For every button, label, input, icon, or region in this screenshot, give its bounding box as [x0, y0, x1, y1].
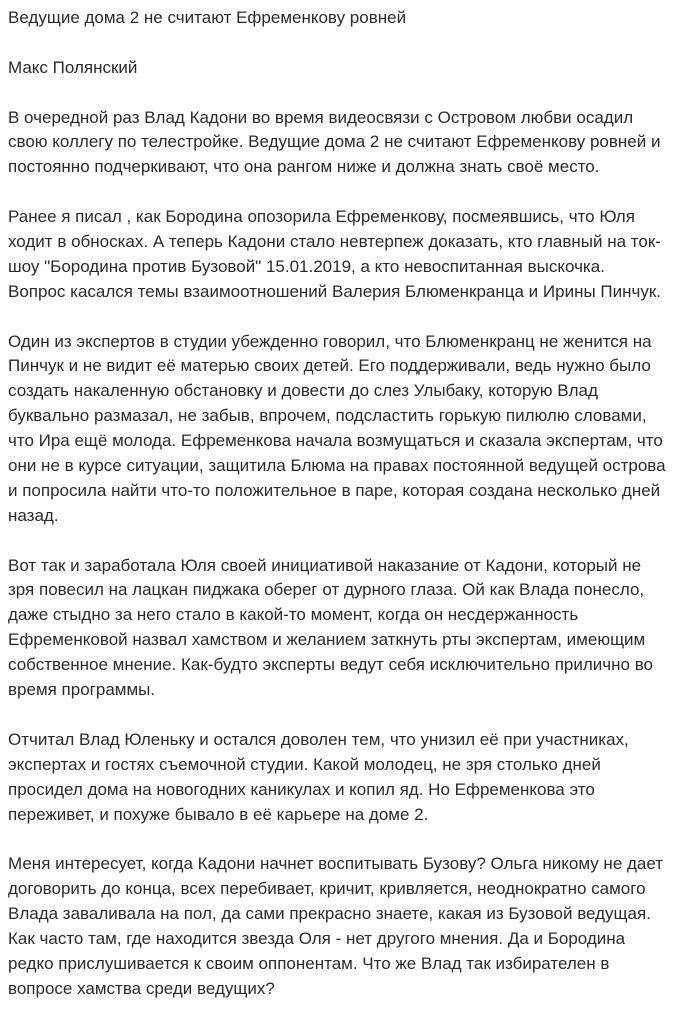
- paragraph-line: Отчитал Влад Юленьку и остался доволен тем, что унизил её при участниках,: [8, 729, 629, 749]
- paragraph-line: постоянно подчеркивают, что она рангом ниже и должна знать своё место.: [8, 157, 600, 177]
- paragraph: [8, 554, 699, 703]
- paragraph-line: вопросе хамства среди ведущих?: [8, 978, 275, 998]
- paragraph-line: Ранее я писал , как Бородина опозорила Ефременкову, посмеявшись, что Юля: [8, 207, 635, 227]
- spacer: [8, 703, 699, 728]
- paragraph-line: В очередной раз Влад Кадони во время видеосвязи с Островом любви осадил: [8, 107, 634, 127]
- article-author: Макс Полянский: [8, 57, 138, 77]
- paragraph-line: создать накаленную обстановку и довести до слез Улыбаку, которую Влад: [8, 381, 598, 401]
- paragraph: [8, 205, 699, 305]
- spacer: [8, 31, 699, 56]
- spacer: [8, 305, 699, 330]
- paragraph-line: Пинчук и не видит её матерью своих детей. Его поддерживали, ведь нужно было: [8, 356, 651, 376]
- paragraph: [8, 728, 699, 828]
- paragraph-line: договорить до конца, всех перебивает, кричит, кривляется, неоднократно самого: [8, 879, 646, 899]
- paragraph-line: Как часто там, где находится звезда Оля - нет другого мнения. Да и Бородина: [8, 928, 626, 948]
- paragraph-line: Влада заваливала на пол, да сами прекрасно знаете, какая из Бузовой ведущая.: [8, 904, 651, 924]
- paragraph-line: Вопрос касался темы взаимоотношений Валерия Блюменкранца и Ирины Пинчук.: [8, 281, 662, 301]
- paragraph-line: Ефременковой назвал хамством и желанием заткнуть рты экспертам, имеющим: [8, 630, 646, 650]
- article-title: Ведущие дома 2 не считают Ефременкову ровней: [8, 8, 407, 27]
- paragraph-line: Вот так и заработала Юля своей инициативой наказание от Кадони, который не: [8, 555, 642, 575]
- paragraph-line: назад.: [8, 505, 59, 525]
- paragraph: [8, 106, 699, 181]
- paragraph-line: переживет, и похуже бывало в её карьере на доме 2.: [8, 804, 429, 824]
- spacer: [8, 180, 699, 205]
- article-body: [8, 106, 699, 1002]
- paragraph-line: Один из экспертов в студии убежденно говорил, что Блюменкранц не женится на: [8, 331, 652, 351]
- paragraph: [8, 852, 699, 1001]
- paragraph-line: они не в курсе ситуации, защитила Блюма на правах постоянной ведущей острова: [8, 456, 666, 476]
- paragraph-line: зря повесил на лацкан пиджака оберег от дурного глаза. Ой как Влада понесло,: [8, 580, 645, 600]
- paragraph-line: что Ира ещё молода. Ефременкова начала возмущаться и сказала экспертам, что: [8, 431, 663, 451]
- paragraph-line: время программы.: [8, 680, 156, 700]
- paragraph-line: даже стыдно за него стало в какой-то момент, когда он несдержанность: [8, 605, 579, 625]
- paragraph-line: и попросила найти что-то положительное в паре, которая создана несколько дней: [8, 480, 661, 500]
- spacer: [8, 827, 699, 852]
- paragraph: [8, 330, 699, 529]
- paragraph-line: шоу "Бородина против Бузовой" 15.01.2019, а кто невоспитанная выскочка.: [8, 256, 605, 276]
- paragraph-line: экспертах и гостях съемочной студии. Какой молодец, не зря столько дней: [8, 754, 601, 774]
- spacer: [8, 529, 699, 554]
- paragraph-line: буквально размазал, не забыв, впрочем, подсластить горькую пилюлю словами,: [8, 406, 647, 426]
- paragraph-line: свою коллегу по телестройке. Ведущие дома 2 не считают Ефременкову ровней и: [8, 132, 661, 152]
- paragraph-line: просидел дома на новогодних каникулах и копил яд. Но Ефременкова это: [8, 779, 595, 799]
- spacer: [8, 81, 699, 106]
- paragraph-line: редко прислушивается к своим оппонентам. Что же Влад так избирателен в: [8, 953, 610, 973]
- paragraph-line: Меня интересует, когда Кадони начнет воспитывать Бузову? Ольга никому не дает: [8, 854, 664, 874]
- paragraph-line: ходит в обносках. А теперь Кадони стало невтерпеж доказать, кто главный на ток-: [8, 232, 661, 252]
- paragraph-line: собственное мнение. Как-будто эксперты ведут себя исключительно прилично во: [8, 655, 654, 675]
